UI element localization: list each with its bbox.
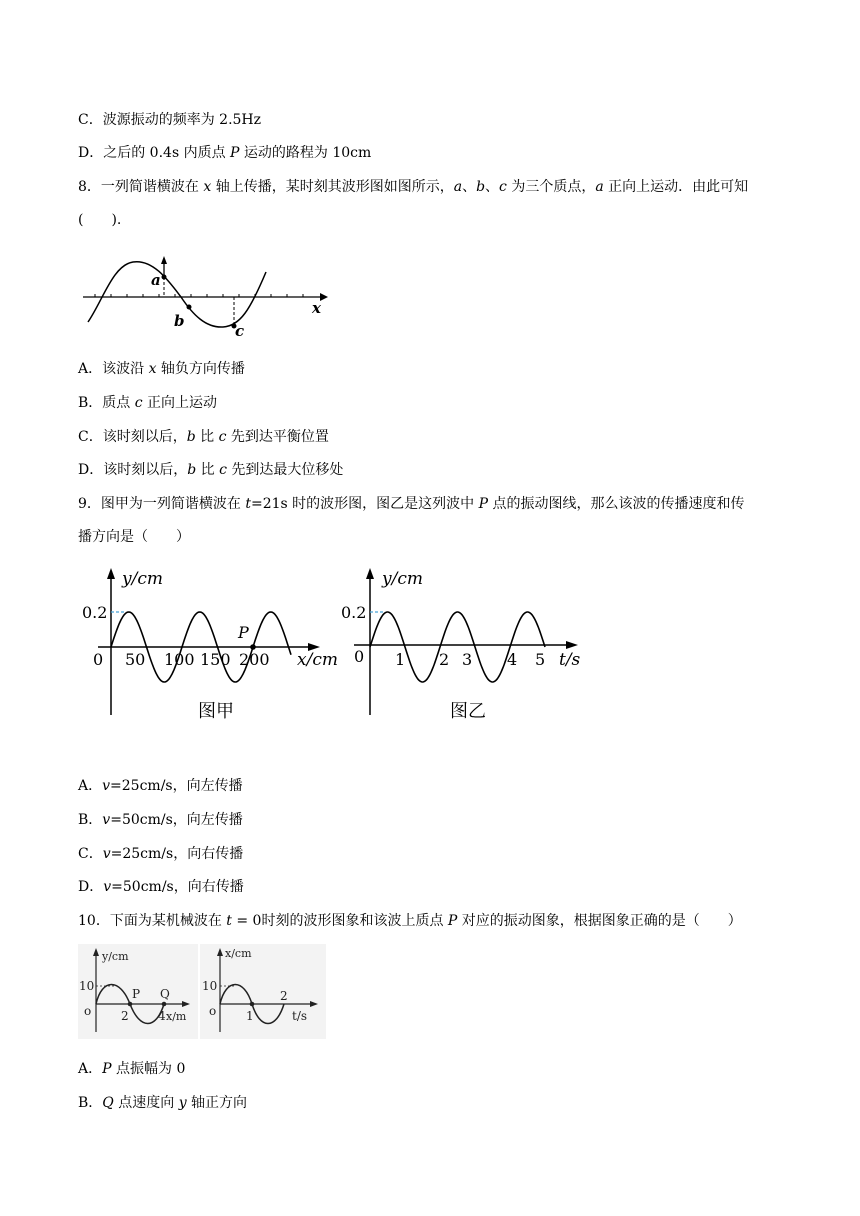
q8-stem-bracket: ( ).	[78, 212, 122, 228]
q8-stem: 8．一列简谐横波在 x 轴上传播，某时刻其波形图如图所示，a、b、c 为三个质点，a 正向上运动．由此可知	[78, 179, 749, 195]
q9-fig-b-y-label: y/cm	[382, 569, 423, 589]
q9-option-c: C．v=25cm/s，向右传播	[78, 846, 244, 862]
q9-fig-a-tick: 200	[239, 650, 270, 669]
q10-fig2-x-label: t/s	[292, 1009, 308, 1023]
q10-wave-figure	[78, 944, 198, 1039]
q9-stem-line2: 播方向是（ ）	[78, 529, 190, 545]
q10-fig1-amplitude: 10	[79, 979, 95, 993]
q9-fig-a-amplitude: 0.2	[82, 603, 108, 622]
q8-label-c: c	[235, 322, 245, 340]
q10-fig2-tick-1: 1	[246, 1009, 254, 1023]
q9-fig-a-origin: 0	[93, 650, 104, 669]
q8-wave-figure	[78, 250, 338, 340]
q8-option-d: D．该时刻以后，b 比 c 先到达最大位移处	[78, 462, 344, 478]
q9-fig-a-tick: 150	[200, 650, 231, 669]
q9-option-b: B．v=50cm/s，向左传播	[78, 812, 243, 828]
q8-label-b: b	[174, 312, 185, 330]
q9-fig-a-x-label: x/cm	[297, 650, 338, 670]
q10-option-a: A．P 点振幅为 0	[78, 1061, 186, 1077]
q9-figure-b-vibration	[340, 565, 590, 730]
q10-stem: 10．下面为某机械波在 t = 0时刻的波形图象和该波上质点 P 对应的振动图象，根据图象正确的是（ ）	[78, 913, 742, 929]
q9-fig-a-point-p: P	[238, 623, 249, 642]
q9-option-d: D．v=50cm/s，向右传播	[78, 879, 244, 895]
q8-axis-x-label: x	[312, 299, 321, 317]
q10-fig1-origin: o	[84, 1004, 92, 1018]
q9-option-a: A．v=25cm/s，向左传播	[78, 778, 243, 794]
q9-fig-b-tick: 2	[439, 650, 450, 669]
q9-fig-a-y-label: y/cm	[122, 569, 163, 589]
q7-option-c: C．波源振动的频率为 2.5Hz	[78, 112, 262, 128]
q9-fig-a-tick: 50	[125, 650, 146, 669]
q10-fig2-tick-2: 2	[280, 989, 288, 1003]
q9-fig-a-caption: 图甲	[198, 701, 234, 722]
q10-vibration-figure	[200, 944, 326, 1039]
q10-fig1-y-label: y/cm	[102, 950, 129, 963]
q7-option-d: D．之后的 0.4s 内质点 P 运动的路程为 10cm	[78, 145, 372, 161]
q10-fig1-tick-4: 4	[158, 1009, 166, 1023]
q8-option-c: C．该时刻以后，b 比 c 先到达平衡位置	[78, 429, 329, 445]
q9-fig-b-tick: 4	[507, 650, 518, 669]
q9-fig-b-tick: 3	[462, 650, 473, 669]
q9-fig-b-tick: 5	[535, 650, 546, 669]
q10-fig2-origin: o	[209, 1004, 217, 1018]
q10-fig1-label-p: P	[132, 987, 141, 1001]
q9-figure-a-waveform	[78, 565, 348, 730]
q9-stem: 9．图甲为一列简谐横波在 t=21s 时的波形图，图乙是这列波中 P 点的振动图线，那么该波的传播速度和传	[78, 496, 745, 512]
q8-option-a: A．该波沿 x 轴负方向传播	[78, 361, 245, 377]
q8-option-b: B．质点 c 正向上运动	[78, 395, 218, 411]
q9-fig-b-amplitude: 0.2	[341, 603, 367, 622]
q9-fig-b-caption: 图乙	[450, 701, 486, 722]
q10-fig1-x-label: x/m	[166, 1010, 187, 1023]
q10-option-b: B．Q 点速度向 y 轴正方向	[78, 1095, 248, 1111]
q10-fig2-y-label: x/cm	[225, 947, 252, 960]
q9-fig-b-origin: 0	[354, 647, 365, 666]
q10-fig2-amplitude: 10	[202, 979, 218, 993]
q9-fig-a-tick: 100	[164, 650, 195, 669]
q10-fig1-label-q: Q	[160, 987, 170, 1001]
q8-label-a: a	[151, 271, 161, 289]
q10-fig1-tick-2: 2	[121, 1009, 129, 1023]
q9-fig-b-tick: 1	[395, 650, 406, 669]
q9-fig-b-x-label: t/s	[559, 650, 581, 670]
